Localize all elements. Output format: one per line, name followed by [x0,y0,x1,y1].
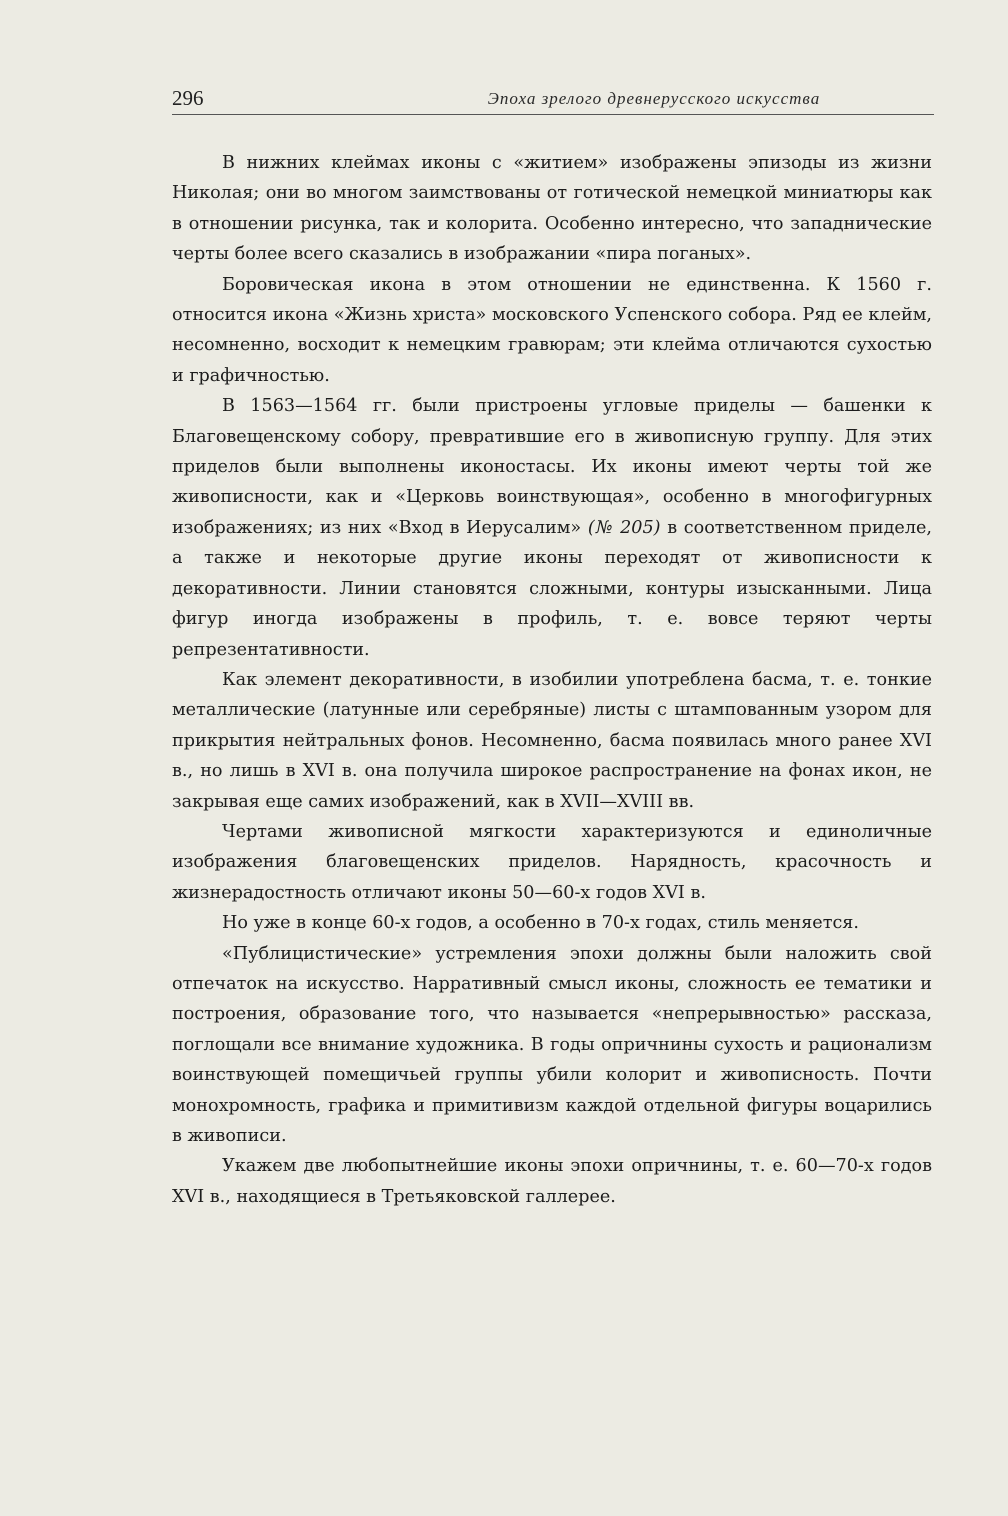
paragraph-3-text-end: в соответственном приделе, а также и некоторые другие иконы переходят от живописности к декоративности. Линии становятся сложными, контуры изысканными. Лица фигур иногда изображены в профиль, т. е. вовсе теряют черты репрезентативности. [172,517,932,660]
paragraph-7: «Публицистические» устремления эпохи должны были наложить свой отпечаток на искусство. Нарративный смысл иконы, сложность ее тематики и построения, образование того, что называется «непрерывностью» рассказа, поглощали все внимание художника. В годы опричнины сухость и рационализм воинствующей помещичьей группы убили колорит и живописность. Почти монохромность, графика и примитивизм каждой отдельной фигуры воцарились в живописи. [172,943,932,1146]
paragraph-6: Но уже в конце 60-х годов, а особенно в 70-х годах, стиль меняется. [222,913,859,934]
body-text [172,148,932,1212]
paragraph-3 [172,391,932,665]
page-number: 296 [172,86,204,110]
paragraph-5: Чертами живописной мягкости характеризуются и единоличные изображения благовещенских приделов. Нарядность, красочность и жизнерадостность отличают иконы 50—60-х годов XVI в. [172,821,932,903]
paragraph-2: Боровическая икона в этом отношении не единственна. К 1560 г. относится икона «Жизнь христа» московского Успенского собора. Ряд ее клейм, несомненно, восходит к немецким гравюрам; эти клейма отличаются сухостью и графичностью. [172,274,932,386]
paragraph-3-text-start: В 1563—1564 гг. были пристроены угловые приделы — башенки к Благовещенскому собору, превратившие его в живописную группу. Для этих приделов были выполнены иконостасы. Их иконы имеют черты той же живописности, как и «Церковь воинствующая», особенно в многофигурных изображениях; из них «Вход в Иерусалим» [172,396,932,538]
catalog-reference: (№ 205) [587,517,661,538]
paragraph-1: В нижних клеймах иконы с «житием» изображены эпизоды из жизни Николая; они во многом заимствованы от готической немецкой миниатюры как в отношении рисунка, так и колорита. Особенно интересно, что западнические черты более всего сказались в изображании «пира поганых». [172,153,932,265]
page-header [172,86,934,115]
paragraph-4: Как элемент декоративности, в изобилии употреблена басма, т. е. тонкие металлические (латунные или серебряные) листы с штампованным узором для прикрытия нейтральных фонов. Несомненно, басма появилась много ранее XVI в., но лишь в XVI в. она получила широкое распространение на фонах икон, не закрывая еще самих изображений, как в XVII—XVIII вв. [172,669,932,812]
running-title: Эпоха зрелого древнерусского искусства [487,89,821,108]
paragraph-8: Укажем две любопытнейшие иконы эпохи опричнины, т. е. 60—70-х годов XVI в., находящиеся в Третьяковской галлерее. [172,1156,932,1207]
